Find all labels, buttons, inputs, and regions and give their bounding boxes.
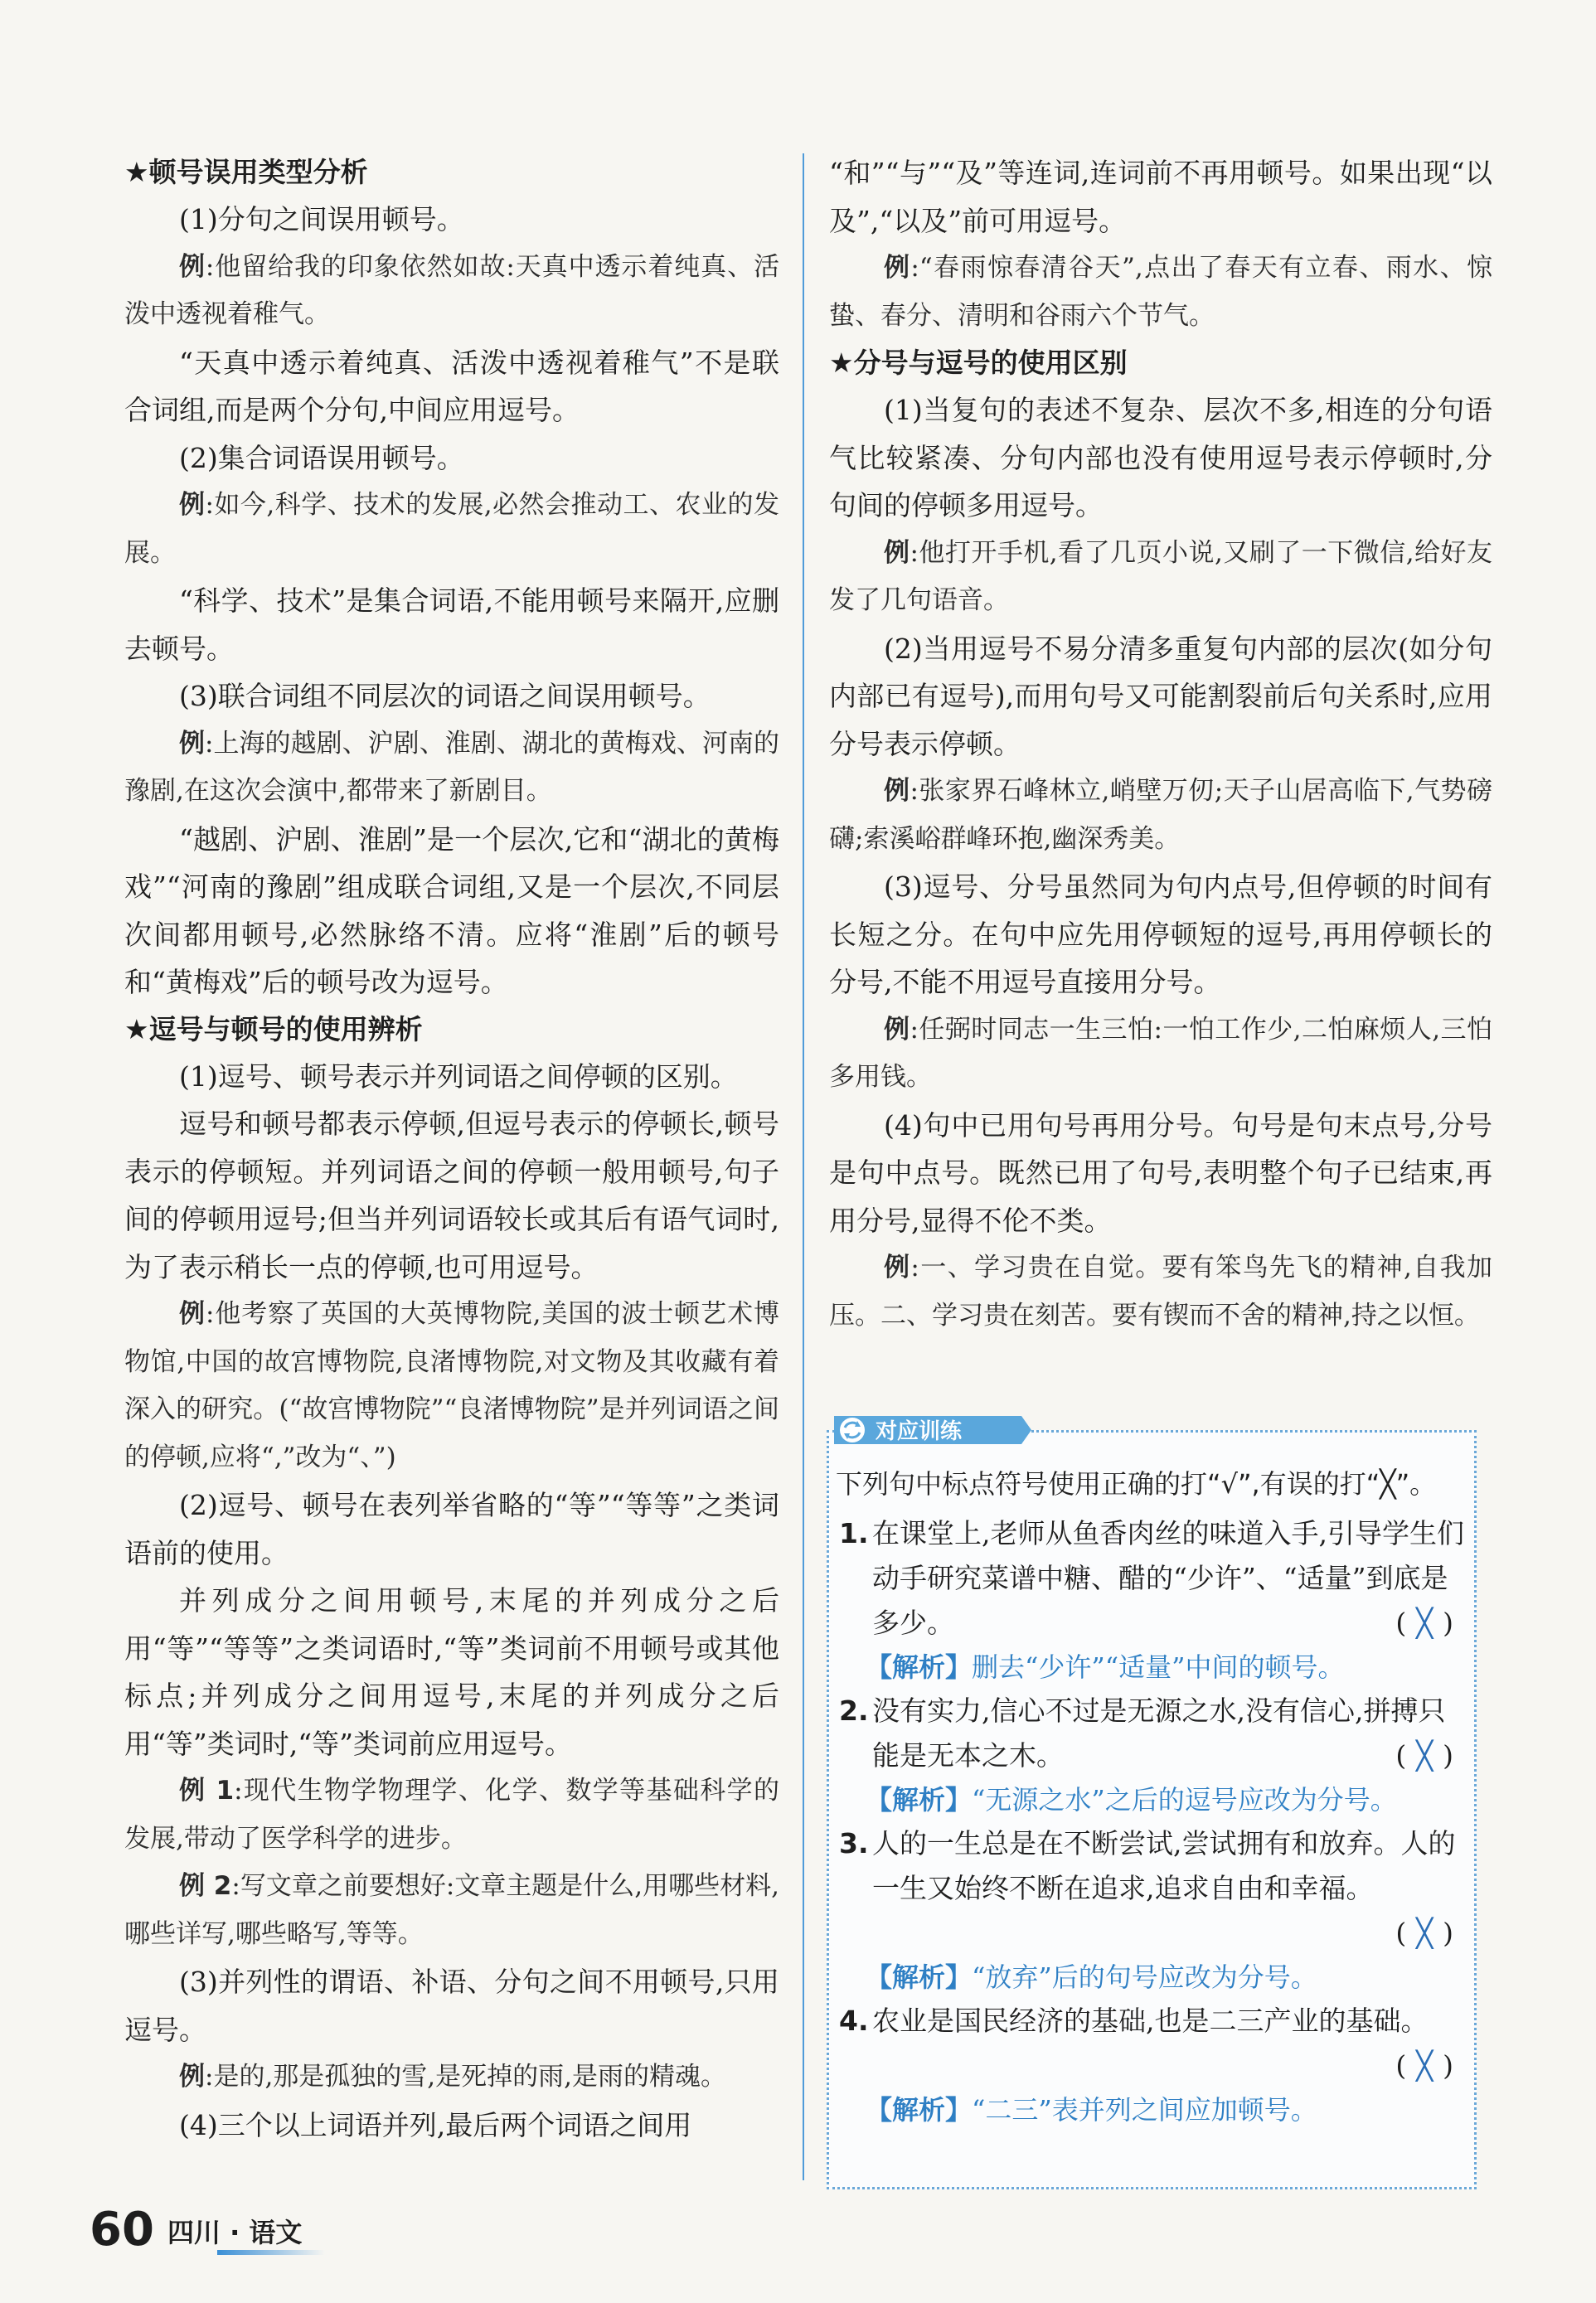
- body-paragraph: “科学、技术”是集合词语,不能用顿号来隔开,应删去顿号。: [124, 584, 779, 665]
- analysis-note: [836, 1646, 1470, 1689]
- analysis-tag: 【解析】: [866, 1961, 973, 1993]
- body-paragraph: “天真中透示着纯真、活泼中透视着稚气”不是联合词组,而是两个分句,中间应用逗号。: [124, 346, 779, 426]
- paren-open: (: [1395, 1917, 1407, 1949]
- left-column: [124, 149, 779, 2149]
- section-heading: ★顿号误用类型分析: [124, 156, 368, 188]
- question-number: 1.: [839, 1517, 869, 1549]
- example-label: 例 2: [179, 1871, 232, 1901]
- body-paragraph: (1)逗号、顿号表示并列词语之间停顿的区别。: [179, 1059, 738, 1093]
- example-paragraph: [124, 720, 779, 816]
- analysis-note: [836, 2088, 1470, 2131]
- question-text: 在课堂上,老师从鱼香肉丝的味道入手,引导学生们动手研究菜谱中糖、醋的“少许”、“适量”到底是多少。: [872, 1517, 1464, 1639]
- example-text: :是的,那是孤独的雪,是死掉的雨,是雨的精魂。: [205, 2062, 727, 2092]
- analysis-tag: 【解析】: [866, 1651, 973, 1683]
- answer-mark: ╳: [1416, 1917, 1433, 1949]
- question-number: 2.: [839, 1695, 869, 1727]
- example-label: 例: [179, 1299, 206, 1329]
- exercise-question: [836, 1689, 1470, 1778]
- example-label: 例: [179, 728, 206, 759]
- footer-label: 四川 · 语文: [167, 2217, 303, 2248]
- example-paragraph: [829, 1244, 1492, 1340]
- example-label: 例: [884, 1014, 910, 1045]
- body-paragraph: (4)句中已用句号再用分号。句号是句末点号,分号是句中点号。既然已用了句号,表明整个句子已结束,再用分号,显得不伦不类。: [829, 1108, 1492, 1237]
- body-paragraph: (4)三个以上词语并列,最后两个词语之间用: [179, 2108, 692, 2141]
- refresh-icon: [840, 1418, 865, 1442]
- analysis-text: 删去“少许”“适量”中间的顿号。: [972, 1651, 1345, 1683]
- example-label: 例: [179, 2062, 205, 2092]
- exercise-item: [836, 1821, 1470, 1999]
- body-paragraph: 逗号和顿号都表示停顿,但逗号表示的停顿长,顿号表示的停顿短。并列词语之间的停顿一般用顿号,句子间的停顿用逗号;但当并列词语较长或其后有语气词时,为了表示稍长一点的停顿,也可用逗号。: [124, 1108, 779, 1283]
- body-paragraph: (2)逗号、顿号在表列举省略的“等”“等等”之类词语前的使用。: [124, 1489, 779, 1569]
- exercise-item: [836, 1511, 1470, 1689]
- paren-close: ): [1443, 2049, 1453, 2082]
- example-text: :他考察了英国的大英博物院,美国的波士顿艺术博物馆,中国的故宫博物院,良渚博物院,对文物及其收藏有着深入的研究。(“故宫博物院”“良渚博物院”是并列词语之间的停顿,应将“,”改为“、”): [124, 1299, 780, 1472]
- section-heading: ★逗号与顿号的使用辨析: [124, 1012, 423, 1045]
- exercise-banner-label: 对应训练: [876, 1419, 963, 1444]
- right-column: [829, 149, 1492, 1340]
- exercise-question: [836, 1999, 1470, 2044]
- paren-close: ): [1443, 1917, 1453, 1949]
- question-text: 没有实力,信心不过是无源之水,没有信心,拼搏只能是无本之木。: [872, 1695, 1446, 1772]
- section-heading: ★分号与逗号的使用区别: [829, 347, 1128, 379]
- example-label: 例 1: [179, 1776, 235, 1806]
- answer-mark: ╳: [1416, 1607, 1433, 1639]
- example-paragraph: [124, 1291, 779, 1481]
- example-paragraph: [124, 482, 779, 577]
- exercise-item: [836, 1999, 1470, 2131]
- example-paragraph: [124, 2053, 779, 2102]
- analysis-tag: 【解析】: [866, 1784, 973, 1816]
- paren-open: (: [1395, 1607, 1407, 1639]
- paren-close: ): [1443, 1739, 1453, 1772]
- example-text: :现代生物学物理学、化学、数学等基础科学的发展,带动了医学科学的进步。: [124, 1776, 779, 1854]
- paren-open: (: [1395, 1739, 1407, 1772]
- example-text: :“春雨惊春清谷天”,点出了春天有立春、雨水、惊蛰、春分、清明和谷雨六个节气。: [829, 253, 1493, 331]
- page-number: 60: [90, 2203, 154, 2257]
- answer-mark: ╳: [1416, 1739, 1433, 1772]
- body-paragraph: “越剧、沪剧、淮剧”是一个层次,它和“湖北的黄梅戏”“河南的豫剧”组成联合词组,又是一个层次,不同层次间都用顿号,必然脉络不清。应将“淮剧”后的顿号和“黄梅戏”后的顿号改为逗号。: [124, 822, 779, 998]
- body-paragraph: (2)集合词语误用顿号。: [179, 441, 464, 474]
- example-label: 例: [179, 251, 206, 282]
- example-text: :他打开手机,看了几页小说,又刷了一下微信,给好友发了几句语音。: [829, 537, 1492, 615]
- example-text: :上海的越剧、沪剧、淮剧、湖北的黄梅戏、河南的豫剧,在这次会演中,都带来了新剧目。: [124, 728, 779, 806]
- question-text: 人的一生总是在不断尝试,尝试拥有和放弃。人的一生又始终不断在追求,追求自由和幸福。: [872, 1827, 1456, 1904]
- question-number: 3.: [839, 1827, 869, 1859]
- body-paragraph: (3)并列性的谓语、补语、分句之间不用顿号,只用逗号。: [124, 1966, 779, 2046]
- analysis-text: “二三”表并列之间应加顿号。: [972, 2094, 1317, 2126]
- exercise-banner: [829, 1409, 1035, 1451]
- exercise-question: [836, 1511, 1470, 1646]
- column-divider: [803, 153, 804, 2180]
- example-paragraph: [829, 768, 1492, 863]
- paren-close: ): [1443, 1607, 1453, 1639]
- example-text: :任弼时同志一生三怕:一怕工作少,二怕麻烦人,三怕多用钱。: [829, 1014, 1492, 1092]
- body-paragraph: “和”“与”“及”等连词,连词前不再用顿号。如果出现“以及”,“以及”前可用逗号。: [829, 157, 1492, 237]
- exercise-box: [827, 1430, 1477, 2189]
- body-paragraph: 并列成分之间用顿号,末尾的并列成分之后用“等”“等等”之类词语时,“等”类词前不用顿号或其他标点;并列成分之间用逗号,末尾的并列成分之后用“等”类词时,“等”类词前应用逗号。: [124, 1584, 779, 1760]
- exercise-items: [836, 1511, 1470, 2131]
- body-paragraph: (1)当复句的表述不复杂、层次不多,相连的分句语气比较紧凑、分句内部也没有使用逗号表示停顿时,分句间的停顿多用逗号。: [829, 394, 1492, 521]
- exercise-item: [836, 1689, 1470, 1821]
- body-paragraph: (3)联合词组不同层次的词语之间误用顿号。: [179, 680, 711, 712]
- example-text: :张家界石峰林立,峭壁万仞;天子山居高临下,气势磅礴;索溪峪群峰环抱,幽深秀美。: [829, 776, 1492, 854]
- analysis-note: [836, 1956, 1470, 1999]
- analysis-text: “无源之水”之后的逗号应改为分号。: [972, 1784, 1397, 1816]
- example-text: :写文章之前要想好:文章主题是什么,用哪些材料,哪些详写,哪些略写,等等。: [124, 1871, 779, 1949]
- example-text: :他留给我的印象依然如故:天真中透示着纯真、活泼中透视着稚气。: [124, 251, 779, 329]
- example-label: 例: [884, 253, 911, 283]
- page-footer: [90, 2197, 302, 2255]
- question-number: 4.: [839, 2005, 869, 2037]
- answer-slot: [836, 2044, 1470, 2088]
- answer-slot: [836, 1911, 1470, 1956]
- body-paragraph: (3)逗号、分号虽然同为句内点号,但停顿的时间有长短之分。在句中应先用停顿短的逗号,再用停顿长的分号,不能不用逗号直接用分号。: [829, 870, 1492, 998]
- example-label: 例: [884, 1253, 911, 1282]
- analysis-tag: 【解析】: [866, 2094, 973, 2126]
- paren-open: (: [1395, 2049, 1407, 2082]
- example-text: :一、学习贵在自觉。要有笨鸟先飞的精神,自我加压。二、学习贵在刻苦。要有锲而不舍的精神,持之以恒。: [829, 1253, 1493, 1331]
- exercise-question: [836, 1821, 1470, 1911]
- example-paragraph: [829, 245, 1492, 340]
- body-paragraph: (1)分句之间误用顿号。: [179, 203, 464, 235]
- footer-accent-bar: [217, 2250, 325, 2255]
- example-text: :如今,科学、技术的发展,必然会推动工、农业的发展。: [124, 490, 780, 568]
- answer-mark: ╳: [1416, 2049, 1433, 2082]
- example-paragraph: [829, 530, 1492, 625]
- example-label: 例: [884, 537, 910, 568]
- example-label: 例: [884, 776, 910, 806]
- analysis-note: [836, 1778, 1470, 1821]
- example-paragraph: [124, 1863, 779, 1958]
- body-paragraph: (2)当用逗号不易分清多重复句内部的层次(如分句内部已有逗号),而用句号又可能割裂前后句关系时,应用分号表示停顿。: [829, 632, 1492, 760]
- analysis-text: “放弃”后的句号应改为分号。: [972, 1961, 1317, 1993]
- example-paragraph: [829, 1006, 1492, 1102]
- example-paragraph: [124, 244, 779, 339]
- question-text: 农业是国民经济的基础,也是二三产业的基础。: [872, 2005, 1429, 2037]
- exercise-intro: 下列句中标点符号使用正确的打“√”,有误的打“╳”。: [836, 1468, 1437, 1500]
- example-label: 例: [179, 490, 206, 520]
- example-paragraph: [124, 1767, 779, 1863]
